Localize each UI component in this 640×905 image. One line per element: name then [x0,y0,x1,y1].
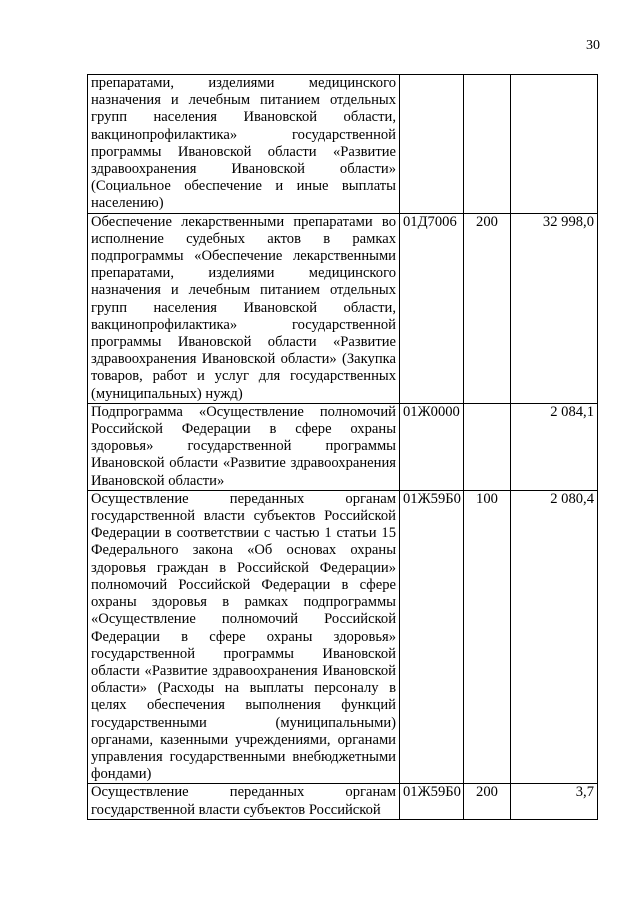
row-target-code-cell: 01Ж59Б0 [400,490,464,783]
row-amount-cell [511,75,598,214]
row-amount-cell: 2 080,4 [511,490,598,783]
row-target-code-cell: 01Ж59Б0 [400,784,464,819]
table-row [88,75,598,214]
row-name-cell: Осуществление переданных органам государственной власти субъектов Российской Федерации в соответствии с частью 1 статьи 15 Федерального закона «Об основах охраны здоровья граждан в Российской Федерации» полномочий Российской Федерации в сфере охраны здоровья в рамках подпрограммы «Осуществление полномочий Российской Федерации в сфере охраны здоровья» государственной программы Ивановской области «Развитие здравоохранения Ивановской области» (Расходы на выплаты персоналу в целях обеспечения выполнения функций государственными (муниципальными) органами, казенными учреждениями, органами управления государственными внебюджетными фондами) [88,490,400,783]
table-row [88,213,598,403]
row-expense-type-cell: 200 [464,213,511,403]
table-row [88,490,598,783]
row-amount-cell: 32 998,0 [511,213,598,403]
row-amount-cell: 3,7 [511,784,598,819]
row-expense-type-cell: 100 [464,490,511,783]
row-name-cell: препаратами, изделиями медицинского назначения и лечебным питанием отдельных групп населения Ивановской области, вакцинопрофилактика» государственной программы Ивановской области «Развитие здравоохранения Ивановской области» (Социальное обеспечение и иные выплаты населению) [88,75,400,214]
row-name-cell: Подпрограмма «Осуществление полномочий Российской Федерации в сфере охраны здоровья» государственной программы Ивановской области «Развитие здравоохранения Ивановской области» [88,403,400,490]
row-amount-cell: 2 084,1 [511,403,598,490]
row-target-code-cell: 01Ж0000 [400,403,464,490]
row-expense-type-cell [464,75,511,214]
row-target-code-cell [400,75,464,214]
row-name-cell: Обеспечение лекарственными препаратами во исполнение судебных актов в рамках подпрограммы «Обеспечение лекарственными препаратами, изделиями медицинского назначения и лечебным питанием отдельных групп населения Ивановской области, вакцинопрофилактика» государственной программы Ивановской области «Развитие здравоохранения Ивановской области» (Закупка товаров, работ и услуг для государственных (муниципальных) нужд) [88,213,400,403]
budget-table [87,74,598,820]
table-row [88,784,598,819]
row-expense-type-cell: 200 [464,784,511,819]
table-row [88,403,598,490]
row-name-cell: Осуществление переданных органам государственной власти субъектов Российской [88,784,400,819]
row-expense-type-cell [464,403,511,490]
row-target-code-cell: 01Д7006 [400,213,464,403]
page-number: 30 [586,38,600,53]
